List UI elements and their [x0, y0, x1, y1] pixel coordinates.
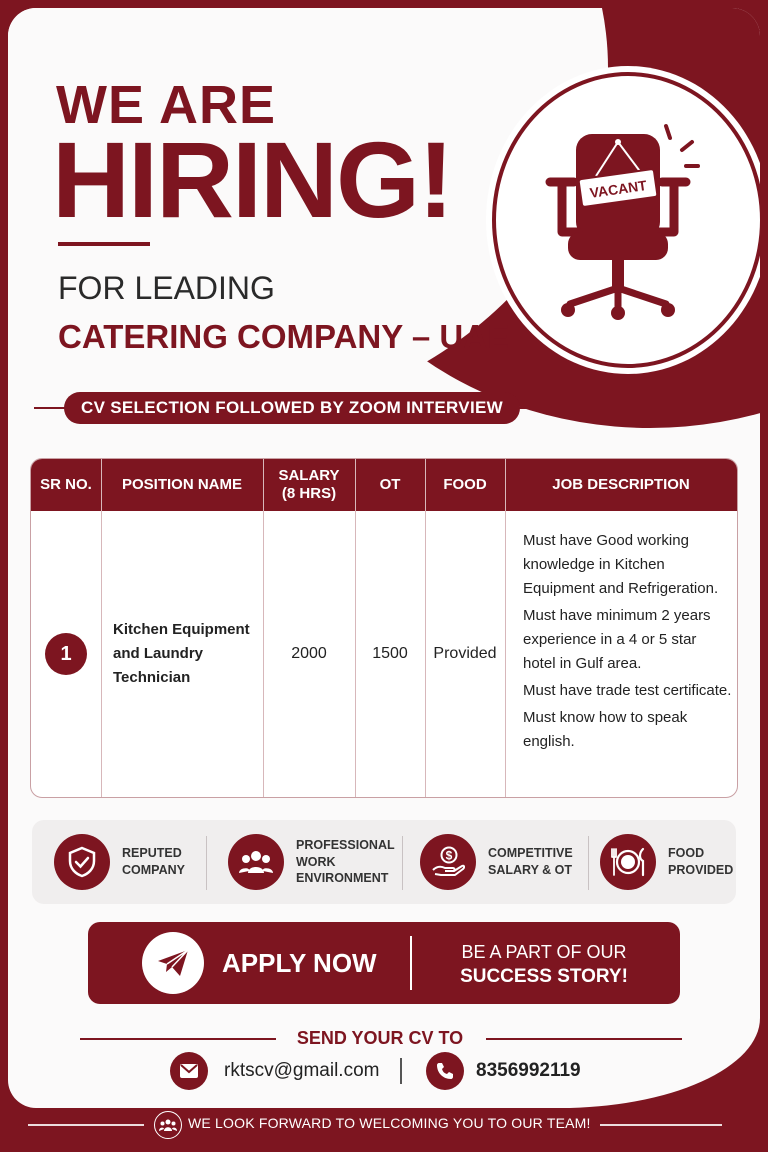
apply-now-label: APPLY NOW: [222, 948, 377, 978]
benefit-food-provided: [600, 820, 733, 904]
table-row-position: [101, 511, 263, 797]
column-divider: [505, 459, 506, 797]
money-hand-icon: [420, 834, 476, 890]
header-food: FOOD: [443, 476, 487, 493]
headline-rule: [58, 242, 150, 246]
header-job-description: JOB DESCRIPTION: [552, 476, 690, 493]
header-ot: OT: [379, 476, 401, 493]
benefit-reputed-company: [54, 820, 185, 904]
benefit-divider: [402, 836, 403, 890]
paper-plane-icon: [142, 932, 204, 994]
benefit-label: PROFESSIONAL WORK ENVIRONMENT: [296, 837, 395, 886]
benefit-competitive-salary: [420, 820, 573, 904]
benefit-label: REPUTED COMPANY: [122, 846, 185, 877]
job-description-item: Must know how to speak english.: [523, 709, 688, 750]
phone-icon: [426, 1052, 464, 1090]
benefit-label: COMPETITIVE SALARY & OT: [488, 846, 573, 877]
subheadline-for-leading: FOR LEADING: [58, 270, 275, 306]
shield-check-icon: [54, 834, 110, 890]
apply-divider: [410, 936, 412, 990]
job-table: [30, 458, 738, 798]
footer-team-icon: [154, 1111, 182, 1139]
header-salary: SALARY (8 HRS): [278, 467, 340, 502]
email-link[interactable]: rktscv@gmail.com: [224, 1060, 380, 1081]
apply-tagline-line1: BE A PART OF OUR: [461, 942, 627, 962]
send-cv-title: SEND YOUR CV TO: [296, 1028, 464, 1048]
job-table-header: [31, 459, 737, 511]
phone-link[interactable]: 8356992119: [476, 1060, 581, 1081]
selection-banner-text: CV SELECTION FOLLOWED BY ZOOM INTERVIEW: [64, 392, 520, 424]
header-sr-no: SR NO.: [40, 476, 92, 493]
table-row-food: Provided: [433, 645, 497, 662]
team-icon: [228, 834, 284, 890]
subheadline-company: CATERING COMPANY – UAE: [58, 318, 510, 355]
send-cv-line-left: [80, 1038, 276, 1040]
benefit-professional-environment: [228, 820, 395, 904]
header-position-name: POSITION NAME: [121, 476, 242, 493]
table-row-ot: 1500: [372, 645, 408, 662]
office-chair-icon: [536, 120, 716, 320]
headline-hiring: HIRING!: [52, 119, 452, 240]
benefit-divider: [588, 836, 589, 890]
footer-message: WE LOOK FORWARD TO WELCOMING YOU TO OUR TEAM!: [188, 1115, 591, 1131]
selection-banner: [34, 392, 554, 424]
footer-line-left: [28, 1124, 144, 1126]
svg-text:$: $: [445, 848, 453, 863]
vacant-sign-text: VACANT: [588, 177, 648, 201]
table-row-sr: [31, 511, 101, 797]
vacant-chair-illustration: [492, 72, 760, 368]
headline-we-are: WE ARE: [56, 75, 276, 135]
job-description: [523, 529, 733, 757]
apply-tagline-line2: SUCCESS STORY!: [460, 966, 628, 987]
benefit-label: FOOD PROVIDED: [668, 846, 734, 877]
table-row-salary: 2000: [291, 645, 327, 662]
plate-cutlery-icon: [600, 834, 656, 890]
job-description-item: Must have Good working knowledge in Kitchen Equipment and Refrigeration.: [523, 532, 719, 597]
benefit-divider: [206, 836, 207, 890]
contact-divider: [400, 1058, 402, 1084]
job-description-item: Must have trade test certificate.: [523, 682, 732, 699]
send-cv-line-right: [486, 1038, 682, 1040]
footer-line-right: [600, 1124, 722, 1126]
benefits-strip: [32, 820, 736, 904]
apply-now-button[interactable]: [88, 922, 680, 1004]
poster-card: [8, 8, 760, 1108]
sr-number-badge: 1: [45, 633, 87, 675]
mail-icon: [170, 1052, 208, 1090]
position-name: Kitchen Equipment and Laundry Technician: [113, 621, 250, 686]
job-description-item: Must have minimum 2 years experience in a 4 or 5 star hotel in Gulf area.: [523, 607, 711, 672]
